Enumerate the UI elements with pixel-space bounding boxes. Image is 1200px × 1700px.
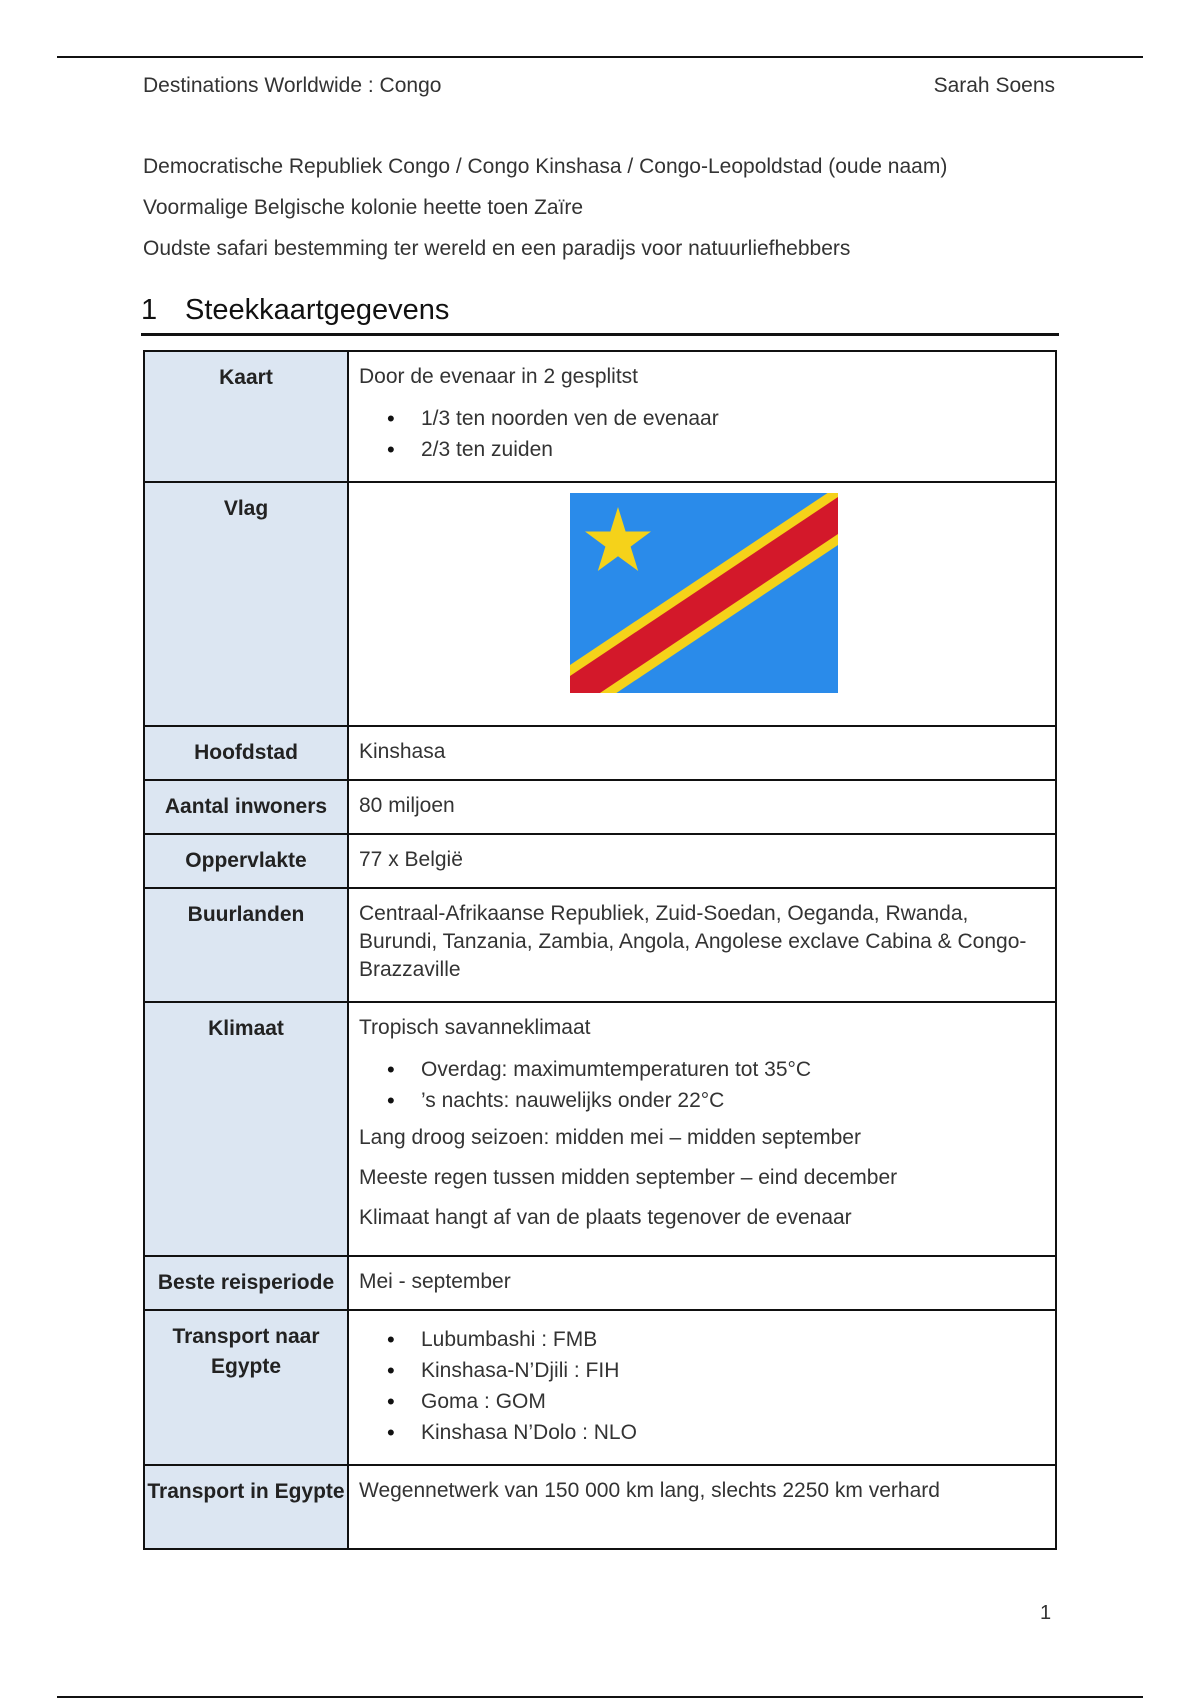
list-item: • 1/3 ten noorden ven de evenaar: [421, 403, 1045, 434]
intro-line: Democratische Republiek Congo / Congo Kinshasa / Congo-Leopoldstad (oude naam): [143, 155, 948, 178]
table-row: [144, 888, 1056, 1002]
row-label: Kaart: [144, 351, 348, 482]
row-value: [348, 482, 1056, 726]
row-label: Hoofdstad: [144, 726, 348, 780]
page-header: [143, 74, 1055, 98]
header-rule: [57, 56, 1143, 58]
row-value: 80 miljoen: [348, 780, 1056, 834]
author-name: Sarah Soens: [933, 74, 1055, 97]
klimaat-extra: Lang droog seizoen: midden mei – midden september: [359, 1126, 861, 1149]
row-label: Oppervlakte: [144, 834, 348, 888]
row-value: Centraal-Afrikaanse Republiek, Zuid-Soedan, Oeganda, Rwanda, Burundi, Tanzania, Zambia, Angola, Angolese exclave Cabina & Congo-Brazzaville: [348, 888, 1056, 1002]
row-label: Vlag: [144, 482, 348, 726]
table-row: [144, 780, 1056, 834]
footer-rule: [57, 1696, 1143, 1698]
list-item: • Goma : GOM: [421, 1386, 1045, 1417]
list-item: • Lubumbashi : FMB: [421, 1324, 1045, 1355]
intro-line: Voormalige Belgische kolonie heette toen Zaïre: [143, 196, 584, 219]
list-item: • ’s nachts: nauwelijks onder 22°C: [421, 1085, 1045, 1116]
row-value: [348, 1310, 1056, 1465]
klimaat-text: Tropisch savanneklimaat: [359, 1016, 591, 1039]
list-item: • Kinshasa N’Dolo : NLO: [421, 1417, 1045, 1448]
klimaat-list: [359, 1054, 1045, 1116]
table-row: [144, 1310, 1056, 1465]
row-value: Wegennetwerk van 150 000 km lang, slechts 2250 km verhard: [348, 1465, 1056, 1549]
kaart-list: [359, 403, 1045, 465]
intro-text: [143, 155, 1083, 278]
row-label: Transport in Egypte: [144, 1465, 348, 1549]
list-item: • 2/3 ten zuiden: [421, 434, 1045, 465]
section-title: Steekkaartgegevens: [185, 294, 450, 326]
airport-list: [359, 1324, 1045, 1448]
row-value: 77 x België: [348, 834, 1056, 888]
page-number: 1: [1040, 1602, 1052, 1624]
table-row: [144, 1465, 1056, 1549]
section-number: 1: [141, 294, 158, 326]
table-row: [144, 834, 1056, 888]
kaart-text: Door de evenaar in 2 gesplitst: [359, 365, 638, 388]
fact-table: [143, 350, 1057, 1550]
table-row: [144, 351, 1056, 482]
row-label: Buurlanden: [144, 888, 348, 1002]
row-label: Beste reisperiode: [144, 1256, 348, 1310]
table-row: [144, 1256, 1056, 1310]
row-value: [348, 351, 1056, 482]
table-row: [144, 1002, 1056, 1256]
list-item: • Kinshasa-N’Djili : FIH: [421, 1355, 1045, 1386]
row-value: Mei - september: [348, 1256, 1056, 1310]
row-value: [348, 1002, 1056, 1256]
list-item: • Overdag: maximumtemperaturen tot 35°C: [421, 1054, 1045, 1085]
section-heading: [141, 294, 1059, 336]
klimaat-extra: Klimaat hangt af van de plaats tegenover de evenaar: [359, 1206, 852, 1229]
document-title: Destinations Worldwide : Congo: [143, 74, 442, 97]
row-value: Kinshasa: [348, 726, 1056, 780]
table-row: [144, 482, 1056, 726]
row-label: Transport naar Egypte: [144, 1310, 348, 1465]
row-label: Aantal inwoners: [144, 780, 348, 834]
klimaat-extra: Meeste regen tussen midden september – eind december: [359, 1166, 898, 1189]
table-row: [144, 726, 1056, 780]
row-label: Klimaat: [144, 1002, 348, 1256]
congo-flag-image: [570, 493, 838, 693]
intro-line: Oudste safari bestemming ter wereld en een paradijs voor natuurliefhebbers: [143, 237, 851, 260]
